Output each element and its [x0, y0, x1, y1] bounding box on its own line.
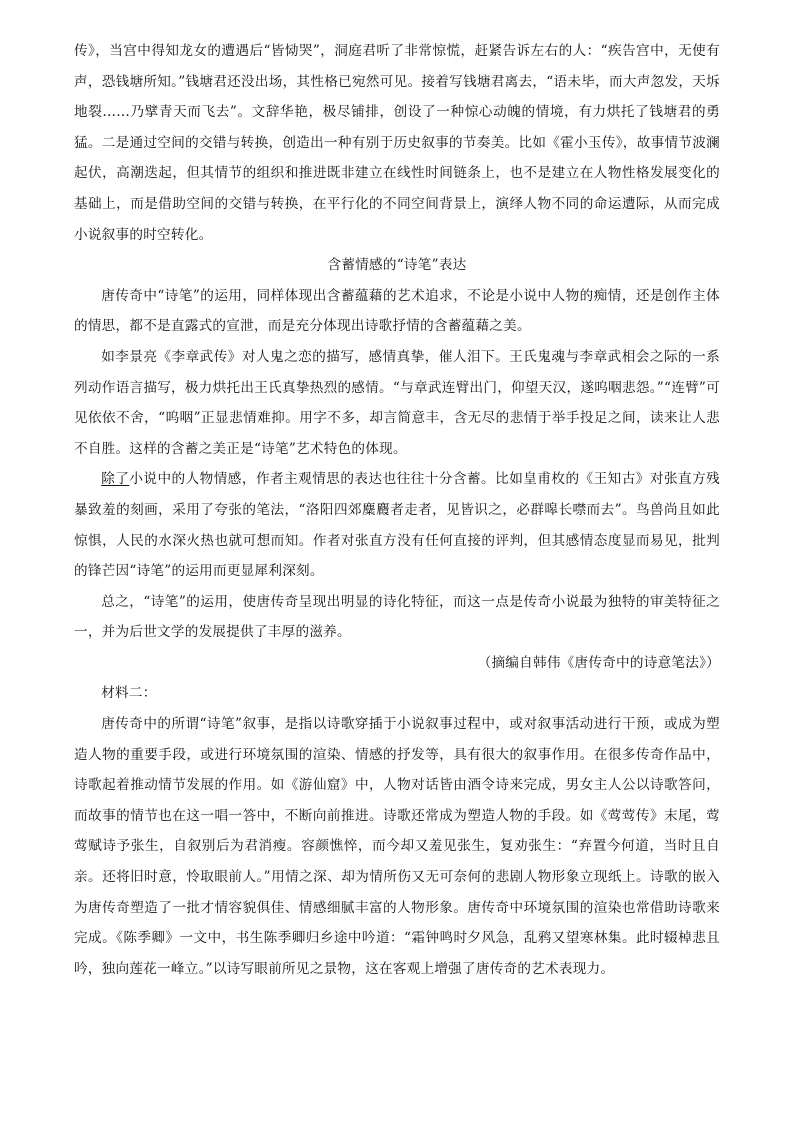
paragraph: 如李景亮《李章武传》对人鬼之恋的描写，感情真挚，催人泪下。王氏鬼魂与李章武相会之际的一系列动作语言描写，极力烘托出王氏真挚热烈的感情。“与章武连臂出门，仰望天汉，遂呜咽悲怨。”“连臂”可见依依不舍，“呜咽”正显悲情难抑。用字不多，却言简意丰，含无尽的悲情于举手投足之间，读来让人悲不自胜。这样的含蓄之美正是“诗笔”艺术特色的体现。: [74, 348, 720, 457]
paragraph-body: 小说中的人物情感，作者主观情思的表达也往往十分含蓄。比如皇甫枚的《王知古》对张直方残暴致羞的刻画，采用了夸张的笔法，“洛阳四郊麋麚者走者，见皆识之，必群嗥长噤而去”。鸟兽尚且如此惊惧，人民的水深火热也就可想而知。作者对张直方没有任何直接的评判，但其感情态度显而易见，批判的锋芒因“诗笔”的运用而更显犀利深刻。: [74, 471, 720, 580]
paragraph: 总之，“诗笔”的运用，使唐传奇呈现出明显的诗化特征，而这一点是传奇小说最为独特的审美特征之一，并为后世文学的发展提供了丰厚的滋养。: [74, 593, 720, 641]
document-page: [74, 36, 720, 984]
paragraph: 唐传奇中的所谓“诗笔”叙事，是指以诗歌穿插于小说叙事过程中，或对叙事活动进行干预，或成为塑造人物的重要手段，或进行环境氛围的渲染、情感的抒发等，具有很大的叙事作用。在很多传奇作品中，诗歌起着推动情节发展的作用。如《游仙窟》中，人物对话皆由酒令诗来完成，男女主人公以诗歌答问，而故事的情节也在这一唱一答中，不断向前推进。诗歌还常成为塑造人物的手段。如《莺莺传》末尾，莺莺赋诗予张生，自叙别后为君消瘦。容颜憔悴，而今却又羞见张生，复劝张生：“弃置今何道，当时且自亲。还将旧时意，怜取眼前人。”用情之深、却为情所伤又无可奈何的悲剧人物形象立现纸上。诗歌的嵌入为唐传奇塑造了一批才情容貌俱佳、情感细腻丰富的人物形象。唐传奇中环境氛围的渲染也常借助诗歌来完成。《陈季卿》一文中，书生陈季卿归乡途中吟道：“霜钟鸣时夕风急，乱鸦又望寒林集。此时辍棹悲且吟，独向莲花一峰立。”以诗写眼前所见之景物，这在客观上增强了唐传奇的艺术表现力。: [74, 716, 720, 977]
section-heading: 含蓄情感的“诗笔”表达: [327, 257, 467, 274]
paragraph-underlined-opening: [74, 464, 720, 586]
material-label: 材料二：: [101, 685, 157, 702]
source-citation: （摘编自韩伟《唐传奇中的诗意笔法》）: [477, 654, 720, 671]
paragraph-continuation: 传》，当宫中得知龙女的遭遇后“皆恸哭”，洞庭君听了非常惊慌，赶紧告诉左右的人：“疾告宫中，无使有声，恐钱塘所知。”钱塘君还没出场，其性格已宛然可见。接着写钱塘君离去，“语未毕，而大声忽发，天坼地裂……乃擘青天而飞去”。文辞华艳，极尽铺排，创设了一种惊心动魄的情境，有力烘托了钱塘君的勇猛。二是通过空间的交错与转换，创造出一种有别于历史叙事的节奏美。比如《霍小玉传》，故事情节波澜起伏，高潮迭起，但其情节的组织和推进既非建立在线性时间链条上，也不是建立在人物性格发展变化的基础上，而是借助空间的交错与转换，在平行化的不同空间背景上，演绎人物不同的命运遭际，从而完成小说叙事的时空转化。: [74, 43, 720, 243]
paragraph: 唐传奇中“诗笔”的运用，同样体现出含蓄蕴藉的艺术追求，不论是小说中人物的痴情，还是创作主体的情思，都不是直露式的宣泄，而是充分体现出诗歌抒情的含蓄蕴藉之美。: [74, 287, 720, 335]
underlined-text: 除了: [101, 471, 130, 488]
